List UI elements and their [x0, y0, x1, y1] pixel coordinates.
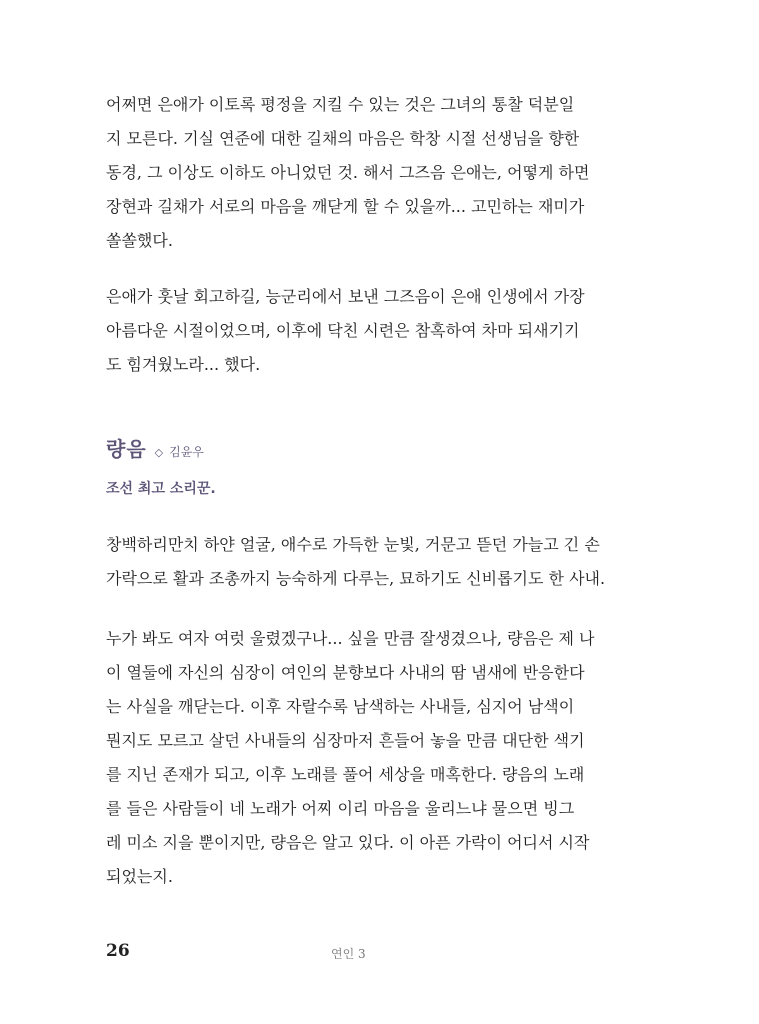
text-line: 쏠쏠했다. [106, 231, 173, 250]
paragraph-eunae-insight [106, 88, 654, 258]
text-line: 를 들은 사람들이 네 노래가 어찌 이리 마음을 울리느냐 물으면 빙그 [106, 799, 575, 818]
text-line: 누가 봐도 여자 여럿 울렸겠구나... 싶을 만큼 잘생겼으나, 량음은 제 나 [106, 629, 595, 648]
paragraph-character-appearance [106, 528, 654, 596]
paragraph-character-story [106, 622, 654, 894]
text-line: 를 지닌 존재가 되고, 이후 노래를 풀어 세상을 매혹한다. 량음의 노래 [106, 765, 585, 784]
character-name: 량음 [106, 437, 147, 461]
text-line: 는 사실을 깨닫는다. 이후 자랄수록 남색하는 사내들, 심지어 남색이 [106, 697, 575, 716]
character-header [106, 433, 204, 462]
text-line: 이 열둘에 자신의 심장이 여인의 분향보다 사내의 땀 냄새에 반응한다 [106, 663, 585, 682]
text-line: 동경, 그 이상도 이하도 아니었던 것. 해서 그즈음 은애는, 어떻게 하면 [106, 163, 590, 182]
page-number: 26 [106, 941, 130, 961]
text-line: 되었는지. [106, 867, 173, 886]
text-line: 어쩌면 은애가 이토록 평정을 지킬 수 있는 것은 그녀의 통찰 덕분일 [106, 95, 575, 114]
diamond-icon: ◇ [154, 446, 164, 459]
actor-name: 김윤우 [169, 445, 204, 459]
text-line: 가락으로 활과 조총까지 능숙하게 다루는, 묘하기도 신비롭기도 한 사내. [106, 569, 606, 588]
text-line: 창백하리만치 하얀 얼굴, 애수로 가득한 눈빛, 거문고 뜯던 가늘고 긴 손 [106, 535, 600, 554]
text-line: 은애가 훗날 회고하길, 능군리에서 보낸 그즈음이 은애 인생에서 가장 [106, 287, 585, 306]
text-line: 지 모른다. 기실 연준에 대한 길채의 마음은 학창 시절 선생님을 향한 [106, 129, 580, 148]
text-line: 도 힘겨웠노라... 했다. [106, 355, 261, 374]
text-line: 아름다운 시절이었으며, 이후에 닥친 시련은 참혹하여 차마 되새기기 [106, 321, 580, 340]
running-title: 연인 3 [331, 947, 366, 961]
text-line: 장현과 길채가 서로의 마음을 깨닫게 할 수 있을까... 고민하는 재미가 [106, 197, 585, 216]
character-tagline: 조선 최고 소리꾼. [106, 481, 216, 497]
paragraph-eunae-recollection [106, 280, 654, 382]
text-line: 레 미소 지을 뿐이지만, 량음은 알고 있다. 이 아픈 가락이 어디서 시작 [106, 833, 590, 852]
text-line: 뭔지도 모르고 살던 사내들의 심장마저 흔들어 놓을 만큼 대단한 색기 [106, 731, 585, 750]
